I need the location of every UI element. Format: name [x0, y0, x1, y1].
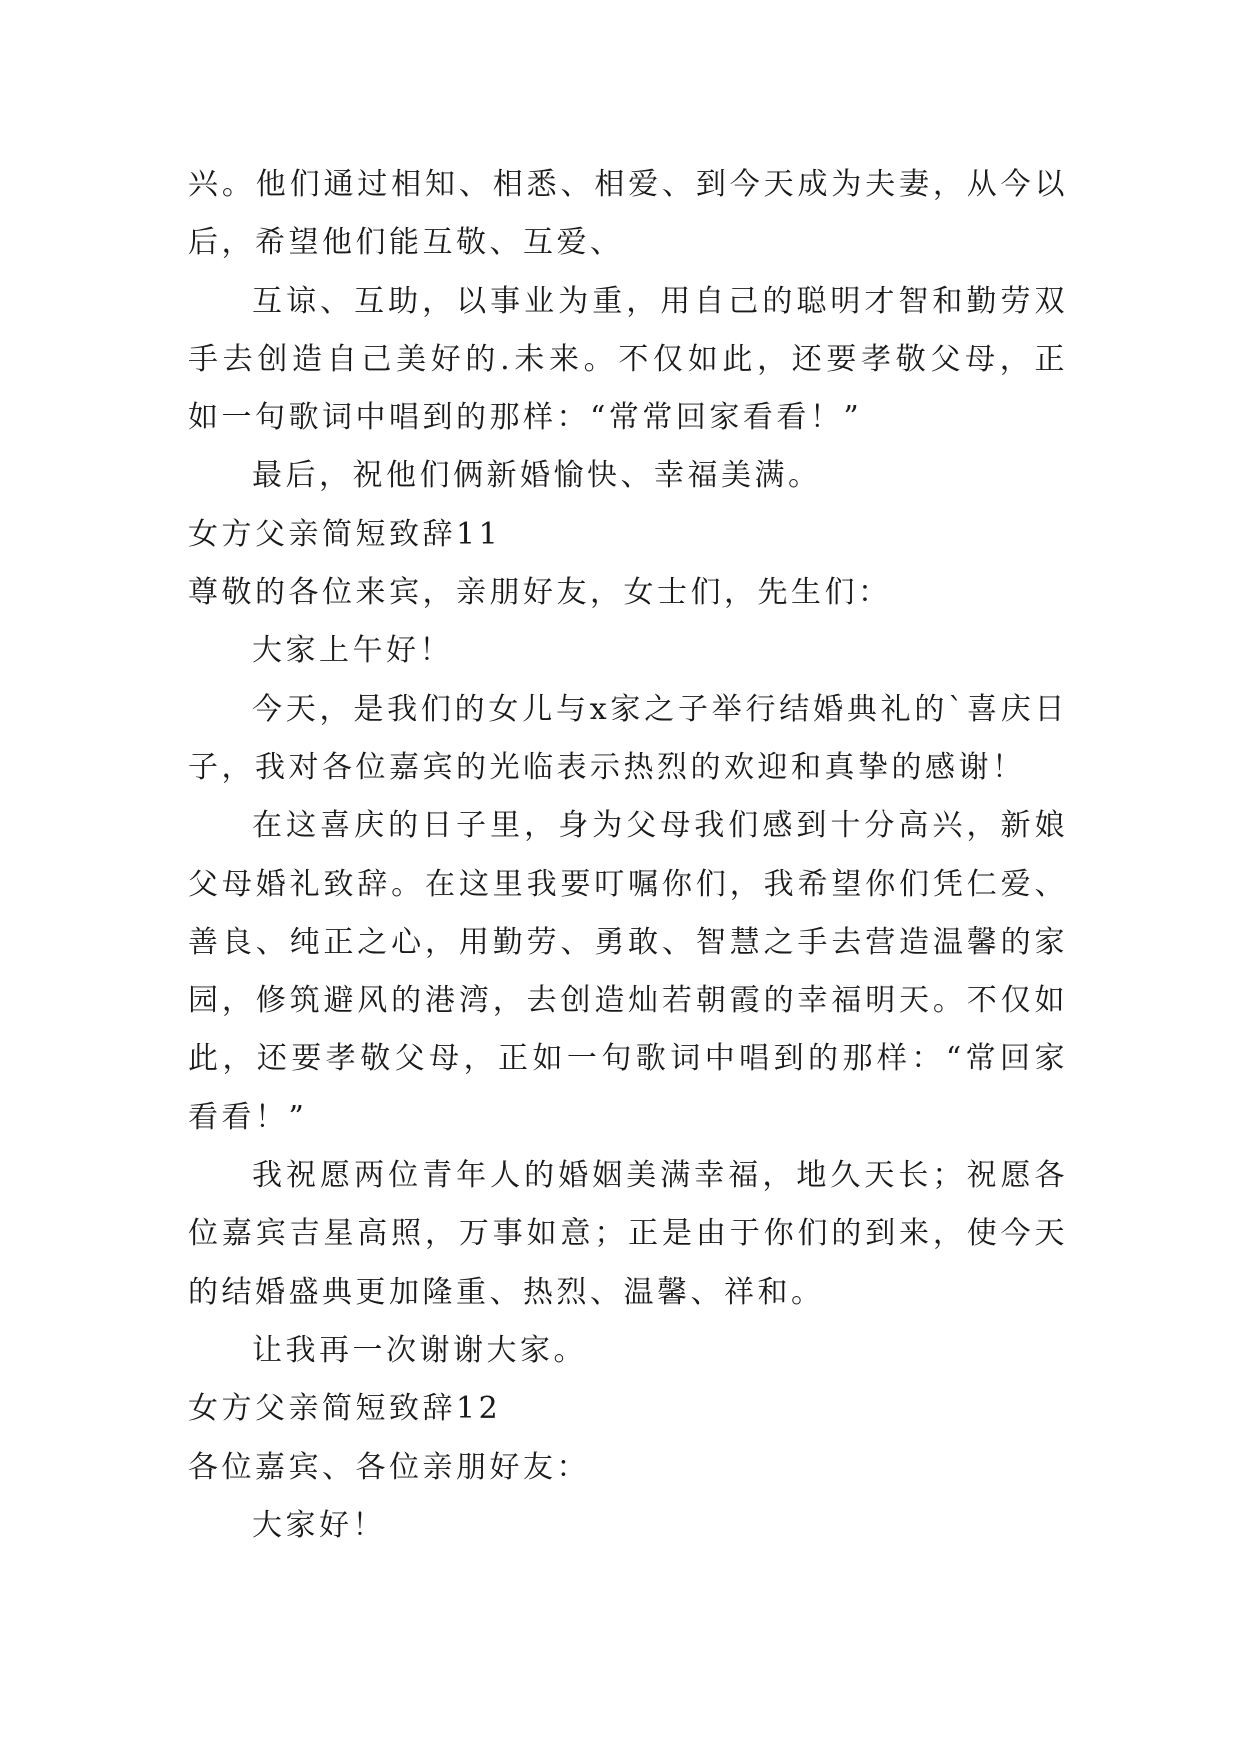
paragraph: 在这喜庆的日子里，身为父母我们感到十分高兴，新娘父母婚礼致辞。在这里我要叮嘱你们，我希望你们凭仁爱、善良、纯正之心，用勤劳、勇敢、智慧之手去营造温馨的家园，修筑避风的港湾，去创造灿若朝霞的幸福明天。不仅如此，还要孝敬父母，正如一句歌词中唱到的那样：“常回家看看！”: [188, 808, 1068, 1135]
greeting: 大家好！: [252, 1507, 386, 1543]
section-heading: 女方父亲简短致辞12: [188, 1391, 502, 1427]
document-body: [188, 156, 1068, 1555]
paragraph: 让我再一次谢谢大家。: [252, 1332, 587, 1368]
greeting: 大家上午好！: [252, 633, 453, 669]
section-heading: 女方父亲简短致辞11: [188, 516, 502, 552]
paragraph: 互谅、互助，以事业为重，用自己的聪明才智和勤劳双手去创造自己美好的.未来。不仅如此，还要孝敬父母，正如一句歌词中唱到的那样：“常常回家看看！”: [188, 283, 1068, 436]
paragraph: 今天，是我们的女儿与x家之子举行结婚典礼的`喜庆日子，我对各位嘉宾的光临表示热烈的欢迎和真挚的感谢！: [188, 691, 1068, 785]
paragraph: 最后，祝他们俩新婚愉快、幸福美满。: [252, 458, 822, 494]
paragraph: 我祝愿两位青年人的婚姻美满幸福，地久天长；祝愿各位嘉宾吉星高照，万事如意；正是由于你们的到来，使今天的结婚盛典更加隆重、热烈、温馨、祥和。: [188, 1158, 1068, 1310]
paragraph: 兴。他们通过相知、相悉、相爱、到今天成为夫妻，从今以后，希望他们能互敬、互爱、: [188, 167, 1068, 261]
salutation: 各位嘉宾、各位亲朋好友：: [188, 1449, 590, 1485]
salutation: 尊敬的各位来宾，亲朋好友，女士们，先生们：: [188, 575, 892, 611]
